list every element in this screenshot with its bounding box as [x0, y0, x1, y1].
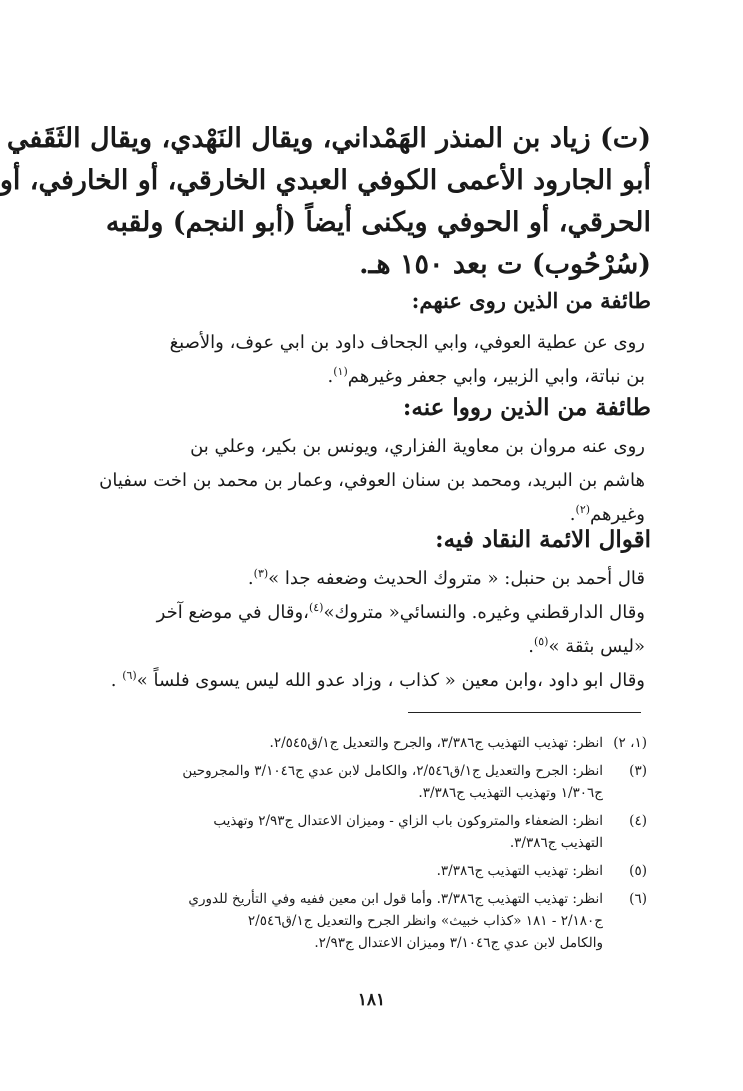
entry-line: الحرقي، أو الحوفي ويكنى أيضاً (أبو النجم) ولقبه: [105, 207, 651, 238]
narrator-entry: [0, 118, 651, 286]
footnote-item: [92, 888, 647, 954]
section-body-critics: [84, 562, 645, 698]
body-text: قال أحمد بن حنبل: « متروك الحديث وضعفه جدا »: [268, 568, 645, 589]
footnote-line: ج٢/١٨٠ - ١٨١ «كذاب خبيث» وانظر الجرح والتعديل ج١/ق٢/٥٤٦: [247, 913, 603, 929]
body-line: [84, 630, 645, 664]
footnote-number: (٥): [629, 863, 647, 879]
body-line: [84, 596, 645, 630]
footnote-line: انظر: تهذيب التهذيب ج٣/٣٨٦. وأما قول ابن معين ففيه وفي التأريخ للدوري: [188, 891, 603, 907]
body-line: [84, 562, 645, 596]
footnote-number: (١، ٢): [613, 735, 647, 751]
entry-line: (سُرْحُوب) ت بعد ١٥٠ هـ.: [359, 249, 651, 280]
punctuation: .: [327, 366, 334, 387]
footnote-text: [92, 860, 603, 882]
footnote-ref[interactable]: (١): [333, 365, 348, 378]
section-heading-critics: اقوال الائمة النقاد فيه:: [435, 526, 651, 553]
footnote-ref[interactable]: (٢): [575, 503, 591, 516]
footnote-ref[interactable]: (٥): [533, 635, 549, 648]
section-heading-narrated-by: طائفة من الذين رووا عنه:: [402, 394, 651, 421]
footnote-text: [92, 888, 603, 954]
entry-line: أبو الجارود الأعمى الكوفي العبدي الخارقي، أو الخارفي، أو: [0, 165, 651, 196]
body-text: ،وقال في موضع آخر: [156, 602, 309, 623]
footnote-item: [92, 860, 647, 882]
page-number: ١٨١: [357, 990, 386, 1010]
footnote-line: والكامل لابن عدي ج٣/١٠٤٦ وميزان الاعتدال ج٢/٩٣.: [314, 935, 603, 951]
footnote-line: انظر: تهذيب التهذيب ج٣/٣٨٦.: [436, 863, 603, 879]
footnote-ref[interactable]: (٣): [253, 567, 269, 580]
footnotes: [92, 732, 647, 960]
body-line: [84, 664, 645, 698]
footnote-line: ج١/٣٠٦ وتهذيب التهذيب ج٣/٣٨٦.: [418, 785, 603, 801]
footnote-divider: [408, 712, 641, 713]
punctuation: .: [110, 670, 123, 691]
body-text: وقال ابو داود ،وابن معين « كذاب ، وزاد عدو الله ليس يسوى فلساً »: [136, 670, 645, 691]
footnote-text: [92, 760, 603, 804]
section-body-narrated-from: [84, 326, 645, 394]
punctuation: .: [247, 568, 254, 589]
footnote-text: [92, 732, 603, 754]
body-text: «ليس بثقة »: [548, 636, 645, 657]
punctuation: .: [528, 636, 534, 657]
section-body-narrated-by: [84, 430, 645, 532]
footnote-ref[interactable]: (٤): [308, 601, 324, 614]
body-text: بن نباتة، وابي الزبير، وابي جعفر وغيرهم: [347, 366, 645, 387]
section-heading-narrated-from: طائفة من الذين روى عنهم:: [411, 288, 651, 313]
footnote-number: (٦): [629, 891, 647, 907]
footnote-item: [92, 810, 647, 854]
footnote-line: انظر: الجرح والتعديل ج١/ق٢/٥٤٦، والكامل لابن عدي ج٣/١٠٤٦ والمجروحين: [182, 763, 603, 779]
body-line: [84, 360, 645, 394]
footnote-line: انظر: تهذيب التهذيب ج٣/٣٨٦، والجرح والتعديل ج١/ق٢/٥٤٥.: [269, 735, 603, 751]
footnote-text: [92, 810, 603, 854]
footnote-item: [92, 760, 647, 804]
body-line: روى عن عطية العوفي، وابي الجحاف داود بن ابي عوف، والأصبغ: [169, 332, 645, 353]
punctuation: .: [569, 504, 576, 525]
entry-line: (ت) زياد بن المنذر الهَمْداني، ويقال النَهْدي، ويقال الثَقَفي: [6, 123, 651, 154]
footnote-ref[interactable]: (٦): [122, 669, 137, 682]
footnote-line: التهذيب ج٣/٣٨٦.: [509, 835, 603, 851]
body-text: وقال الدارقطني وغيره. والنسائي« متروك»: [323, 602, 645, 623]
footnote-number: (٣): [629, 763, 647, 779]
footnote-item: [92, 732, 647, 754]
body-text: وغيرهم: [590, 504, 645, 525]
footnote-line: انظر: الضعفاء والمتروكون باب الزاي - وميزان الاعتدال ج٢/٩٣ وتهذيب: [213, 813, 603, 829]
footnote-number: (٤): [629, 813, 647, 829]
body-line: روى عنه مروان بن معاوية الفزاري، ويونس بن بكير، وعلي بن: [190, 436, 645, 457]
body-line: هاشم بن البريد، ومحمد بن سنان العوفي، وعمار بن محمد بن اخت سفيان: [99, 470, 645, 491]
